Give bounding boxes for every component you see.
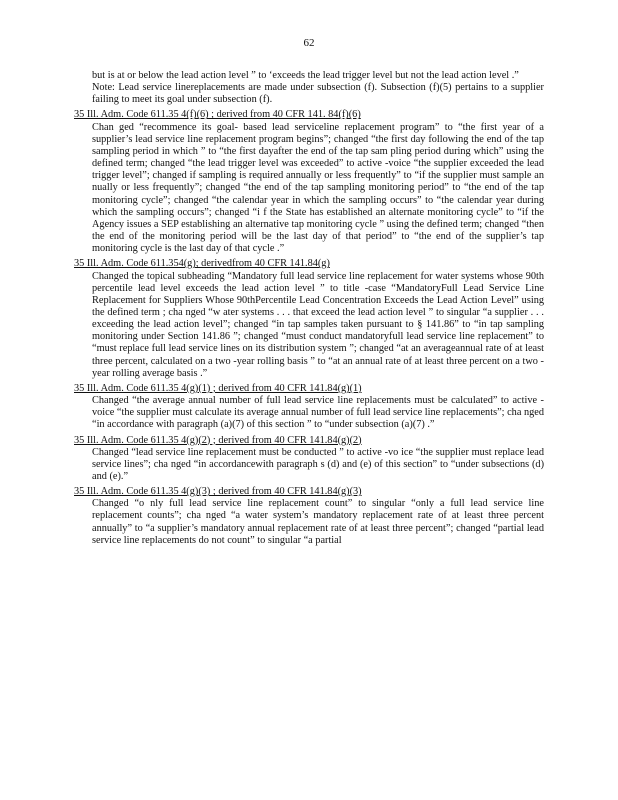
entry — [74, 109, 544, 255]
entry-heading: 35 Ill. Adm. Code 611.35 4(g)(3) ; derived from 40 CFR 141.84(g)(3) — [74, 486, 362, 498]
entry — [74, 435, 544, 484]
intro-text: but is at or below the lead action level ” to ‘exceeds the lead trigger level but not the lead action level .” — [92, 70, 519, 81]
page-content — [74, 70, 544, 547]
entry-body: Changed “the average annual number of full lead service line replacements must be calculated” to active -voice “the supplier must calculate its average annual number of full lead service line replacements”; cha nged “in accordance with paragraph (a)(7) of this section ” to “under subsection (a)(7) .” — [92, 395, 544, 431]
entry — [74, 258, 544, 380]
entry-heading: 35 Ill. Adm. Code 611.35 4(g)(1) ; derived from 40 CFR 141.84(g)(1) — [74, 382, 362, 394]
page-number: 62 — [303, 37, 315, 49]
entry-body: Changed “lead service line replacement must be conducted ” to active -vo ice “the supplier must replace lead service lines”; cha nged “in accordancewith paragraph s (d) and (e) of this section” to “under subsections (d) and (e).” — [92, 446, 544, 482]
entry-body: Changed “o nly full lead service line replacement count” to singular “only a full lead service line replacement counts”; cha nged “a water system’s mandatory replacement rate of at least three percent annually” to “a supplier’s mandatory annual replacement rate of at least three percent”; changed “partial lead service line replacements do not count” to singular “a partial — [92, 498, 544, 546]
intro-note: Note: Lead service linereplacements are made under subsection (f). Subsection (f)(5) pertains to a supplier failing to meet its goal under subsection (f). — [92, 82, 544, 106]
entry-body: Chan ged “recommence its goal- based lead serviceline replacement program” to “the first year of a supplier’s lead service line replacement program begins”; changed “the first day following the end of the tap sampling period in which ” to “the first dayafter the end of the tap sam pling period during which” using the defined term; changed “the lead trigger level was exceeded” to active -voice “the supplier exceeded the lead trigger level”; changed if sampling is required annually or less frequently” to “if the supplier must sample an nually or less frequently”; changed “the end of the tap sampling monitoring period” to “the end of the tap monitoring cycle”; changed “the calendar year in which the sampling occurs” to “the calendar year during which the sampling occurs”; changed “i f the State has established an alternate monitoring cycle” to “if the Agency issues a SEP establishing an alternative tap monitoring cycle ” using the defined term; changed “then the end of the monitoring period will be the last day of that period” to “the end of the supplier’s tap monitoring cycle is the last day of that cycle .” — [92, 121, 544, 255]
entry-body: Changed the topical subheading “Mandatory full lead service line replacement for water systems whose 90th percentile lead level exceeds the lead action level ” to title -case “MandatoryFull Lead Service Line Replacement for Suppliers Whose 90thPercentile Lead Concentration Exceeds the Lead Action Level” using the defined term ; cha nged “w ater systems . . . that exceed the lead action level ” to singular “a supplier . . . exceeding the lead action level”; changed “in tap samples taken pursuant to § 141.86” to “in tap sampling monitoring under Section 141.86 ”; changed “must conduct mandatoryfull lead service line replacement” to “must replace full lead service lines on its distribution system ”; changed “at an averageannual rate of at least three percent, calculated on a two -year rolling basis ” to “at an annual rate of at least three percent on a two - year rolling average basis .” — [92, 270, 544, 379]
entry — [74, 383, 544, 432]
entry-heading: 35 Ill. Adm. Code 611.35 4(f)(6) ; derived from 40 CFR 141. 84(f)(6) — [74, 109, 361, 121]
entry-heading: 35 Ill. Adm. Code 611.35 4(g)(2) ; derived from 40 CFR 141.84(g)(2) — [74, 434, 362, 446]
entry-heading: 35 Ill. Adm. Code 611.354(g); derivedfrom 40 CFR 141.84(g) — [74, 258, 330, 270]
entry — [74, 486, 544, 547]
